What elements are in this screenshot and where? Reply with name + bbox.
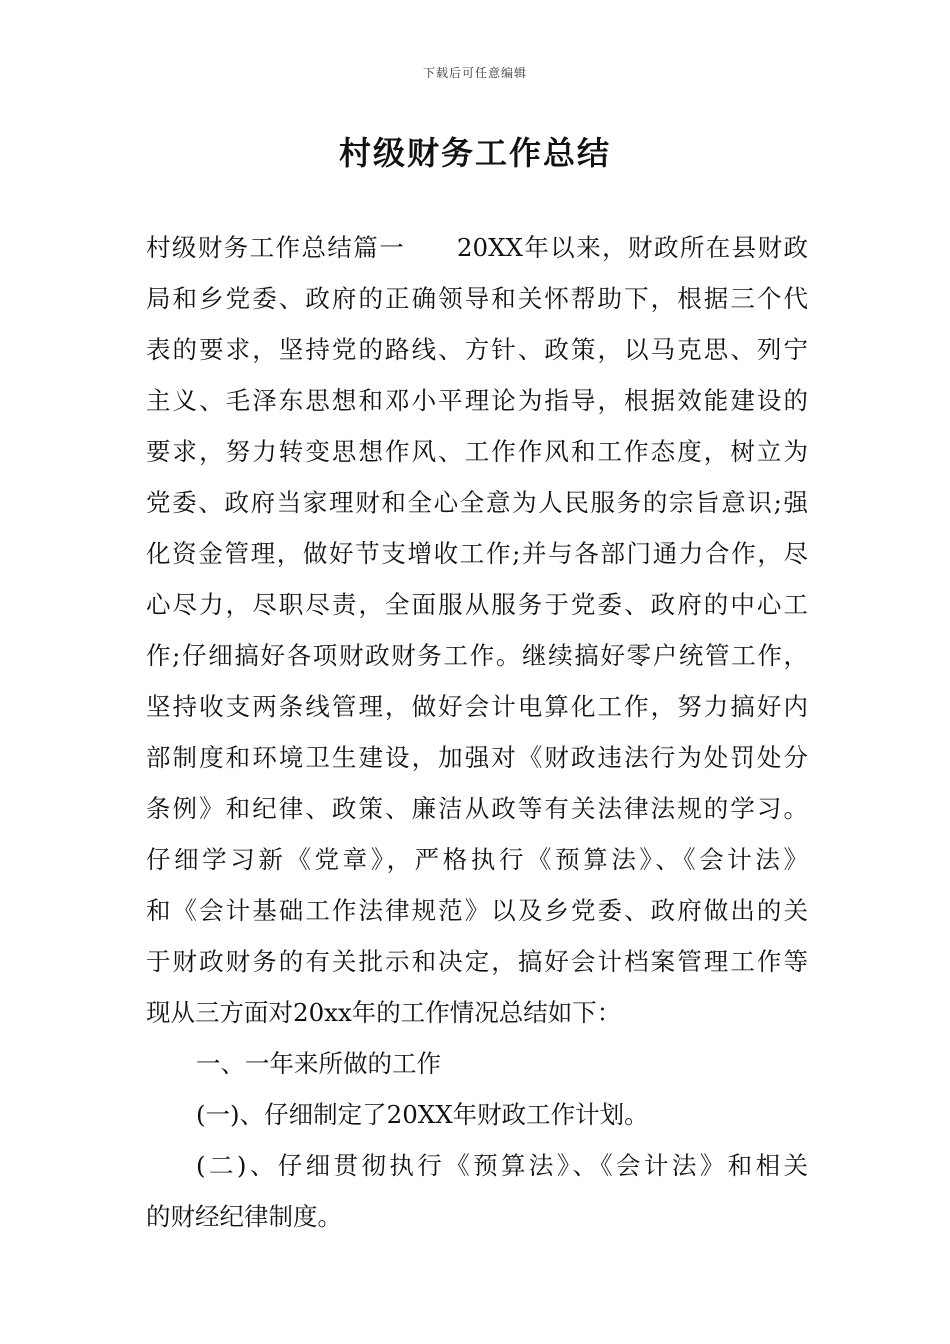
header-note: 下载后可任意编辑 — [422, 66, 527, 80]
section-heading: 一、一年来所做的工作 — [196, 1049, 441, 1078]
body-line: 心尽力，尽职尽责，全面服从服务于党委、政府的中心工 — [146, 590, 808, 619]
body-line: 要求，努力转变思想作风、工作作风和工作态度，树立为 — [146, 437, 808, 466]
body-line: 表的要求，坚持党的路线、方针、政策，以马克思、列宁 — [146, 335, 808, 364]
body-line: 主义、毛泽东思想和邓小平理论为指导，根据效能建设的 — [146, 386, 808, 415]
body-line: 的财经纪律制度。 — [146, 1202, 342, 1231]
body-line: 坚持收支两条线管理，做好会计电算化工作，努力搞好内 — [146, 692, 808, 721]
body-line: 局和乡党委、政府的正确领导和关怀帮助下，根据三个代 — [146, 284, 808, 313]
body-line: 现从三方面对20xx年的工作情况总结如下： — [146, 998, 622, 1027]
body-line: 村级财务工作总结篇一 20XX年以来，财政所在县财政 — [146, 233, 808, 262]
subsection-item: (一)、仔细制定了20XX年财政工作计划。 — [196, 1100, 649, 1129]
subsection-item: (二)、仔细贯彻执行《预算法》、《会计法》和相关 — [196, 1151, 808, 1180]
body-line: 化资金管理，做好节支增收工作;并与各部门通力合作，尽 — [146, 539, 808, 568]
document-title: 村级财务工作总结 — [338, 134, 611, 172]
body-line: 部制度和环境卫生建设，加强对《财政违法行为处罚处分 — [146, 743, 808, 772]
body-line: 仔细学习新《党章》，严格执行《预算法》、《会计法》 — [146, 845, 808, 874]
body-line: 党委、政府当家理财和全心全意为人民服务的宗旨意识;强 — [146, 488, 808, 517]
body-line: 和《会计基础工作法律规范》以及乡党委、政府做出的关 — [146, 896, 808, 925]
body-line: 作;仔细搞好各项财政财务工作。继续搞好零户统管工作， — [146, 641, 808, 670]
document-body — [146, 222, 808, 1242]
body-line: 条例》和纪律、政策、廉洁从政等有关法律法规的学习。 — [146, 794, 808, 823]
body-line: 于财政财务的有关批示和决定，搞好会计档案管理工作等 — [146, 947, 808, 976]
